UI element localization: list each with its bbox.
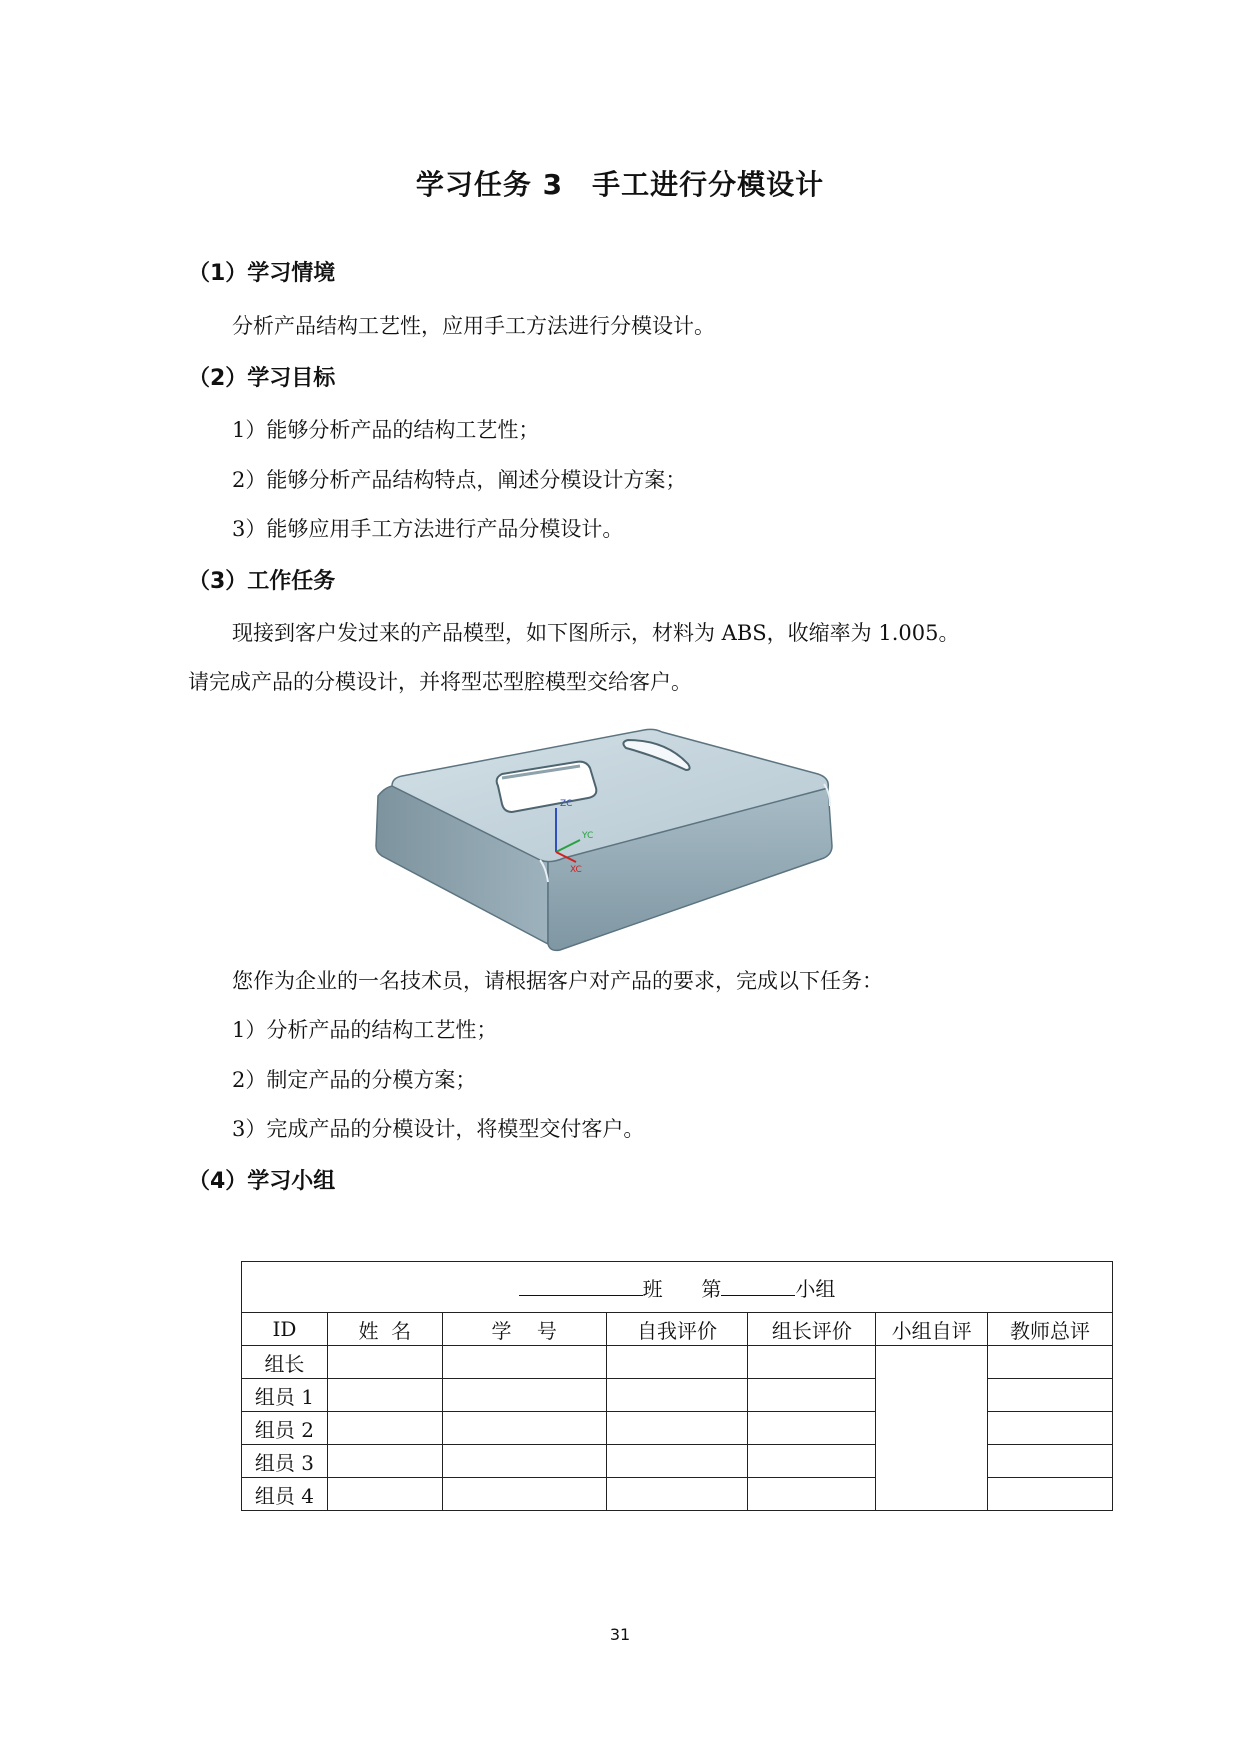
section-1-heading: （1）学习情境: [188, 261, 336, 286]
name-cell[interactable]: [327, 1478, 442, 1511]
self-eval-cell[interactable]: [606, 1379, 748, 1412]
name-cell[interactable]: [327, 1379, 442, 1412]
goal-item: 1）能够分析产品的结构工艺性；: [232, 418, 540, 442]
teacher-eval-cell[interactable]: [988, 1445, 1113, 1478]
class-label: 班: [642, 1276, 663, 1301]
table-row: [242, 1346, 1113, 1379]
row-label: 组长: [242, 1346, 328, 1379]
name-cell[interactable]: [327, 1445, 442, 1478]
leader-eval-cell[interactable]: [748, 1445, 876, 1478]
teacher-eval-cell[interactable]: [988, 1412, 1113, 1445]
page-title: 学习任务 3 手工进行分模设计: [415, 168, 825, 201]
section-3-heading: （3）工作任务: [188, 569, 336, 594]
class-blank[interactable]: [519, 1275, 643, 1296]
x-axis-label: XC: [570, 865, 582, 875]
row-label: 组员 4: [242, 1478, 328, 1511]
teacher-eval-cell[interactable]: [988, 1346, 1113, 1379]
task-item: 2）制定产品的分模方案；: [232, 1068, 477, 1092]
student-id-cell[interactable]: [442, 1445, 606, 1478]
header-cell: 姓 名: [327, 1313, 442, 1346]
table-header-row: [242, 1313, 1113, 1346]
group-self-eval-cell[interactable]: [876, 1346, 988, 1511]
self-eval-cell[interactable]: [606, 1412, 748, 1445]
page-number: 31: [609, 1625, 631, 1644]
y-axis-label: YC: [582, 831, 594, 841]
group-number-blank[interactable]: [721, 1275, 795, 1296]
section-2-heading: （2）学习目标: [188, 366, 336, 391]
teacher-eval-cell[interactable]: [988, 1379, 1113, 1412]
table-caption: [242, 1262, 1113, 1313]
header-cell: 自我评价: [606, 1313, 748, 1346]
task-item: 1）分析产品的结构工艺性；: [232, 1018, 498, 1042]
student-id-cell[interactable]: [442, 1379, 606, 1412]
task-paragraph-3: 您作为企业的一名技术员，请根据客户对产品的要求，完成以下任务：: [232, 969, 883, 993]
header-cell: ID: [242, 1313, 328, 1346]
group-prefix-label: 第: [701, 1276, 722, 1301]
study-group-table: [241, 1261, 1113, 1511]
header-cell: 学 号: [442, 1313, 606, 1346]
task-item: 3）完成产品的分模设计，将模型交付客户。: [232, 1117, 645, 1141]
student-id-cell[interactable]: [442, 1478, 606, 1511]
header-cell: 小组自评: [876, 1313, 988, 1346]
group-suffix-label: 小组: [795, 1276, 836, 1301]
self-eval-cell[interactable]: [606, 1346, 748, 1379]
student-id-cell[interactable]: [442, 1412, 606, 1445]
name-cell[interactable]: [327, 1346, 442, 1379]
row-label: 组员 2: [242, 1412, 328, 1445]
task-paragraph-1: 现接到客户发过来的产品模型，如下图所示，材料为 ABS，收缩率为 1.005。: [232, 621, 960, 645]
header-cell: 教师总评: [988, 1313, 1113, 1346]
teacher-eval-cell[interactable]: [988, 1478, 1113, 1511]
goal-item: 2）能够分析产品结构特点，阐述分模设计方案；: [232, 468, 687, 492]
row-label: 组员 1: [242, 1379, 328, 1412]
name-cell[interactable]: [327, 1412, 442, 1445]
student-id-cell[interactable]: [442, 1346, 606, 1379]
leader-eval-cell[interactable]: [748, 1379, 876, 1412]
leader-eval-cell[interactable]: [748, 1478, 876, 1511]
section-1-text: 分析产品结构工艺性，应用手工方法进行分模设计。: [232, 314, 715, 338]
header-cell: 组长评价: [748, 1313, 876, 1346]
self-eval-cell[interactable]: [606, 1445, 748, 1478]
goal-item: 3）能够应用手工方法进行产品分模设计。: [232, 517, 624, 541]
leader-eval-cell[interactable]: [748, 1346, 876, 1379]
task-paragraph-2: 请完成产品的分模设计，并将型芯型腔模型交给客户。: [188, 670, 692, 694]
z-axis-label: ZC: [560, 799, 573, 809]
leader-eval-cell[interactable]: [748, 1412, 876, 1445]
product-model-figure: [370, 722, 870, 954]
row-label: 组员 3: [242, 1445, 328, 1478]
section-4-heading: （4）学习小组: [188, 1169, 336, 1194]
self-eval-cell[interactable]: [606, 1478, 748, 1511]
